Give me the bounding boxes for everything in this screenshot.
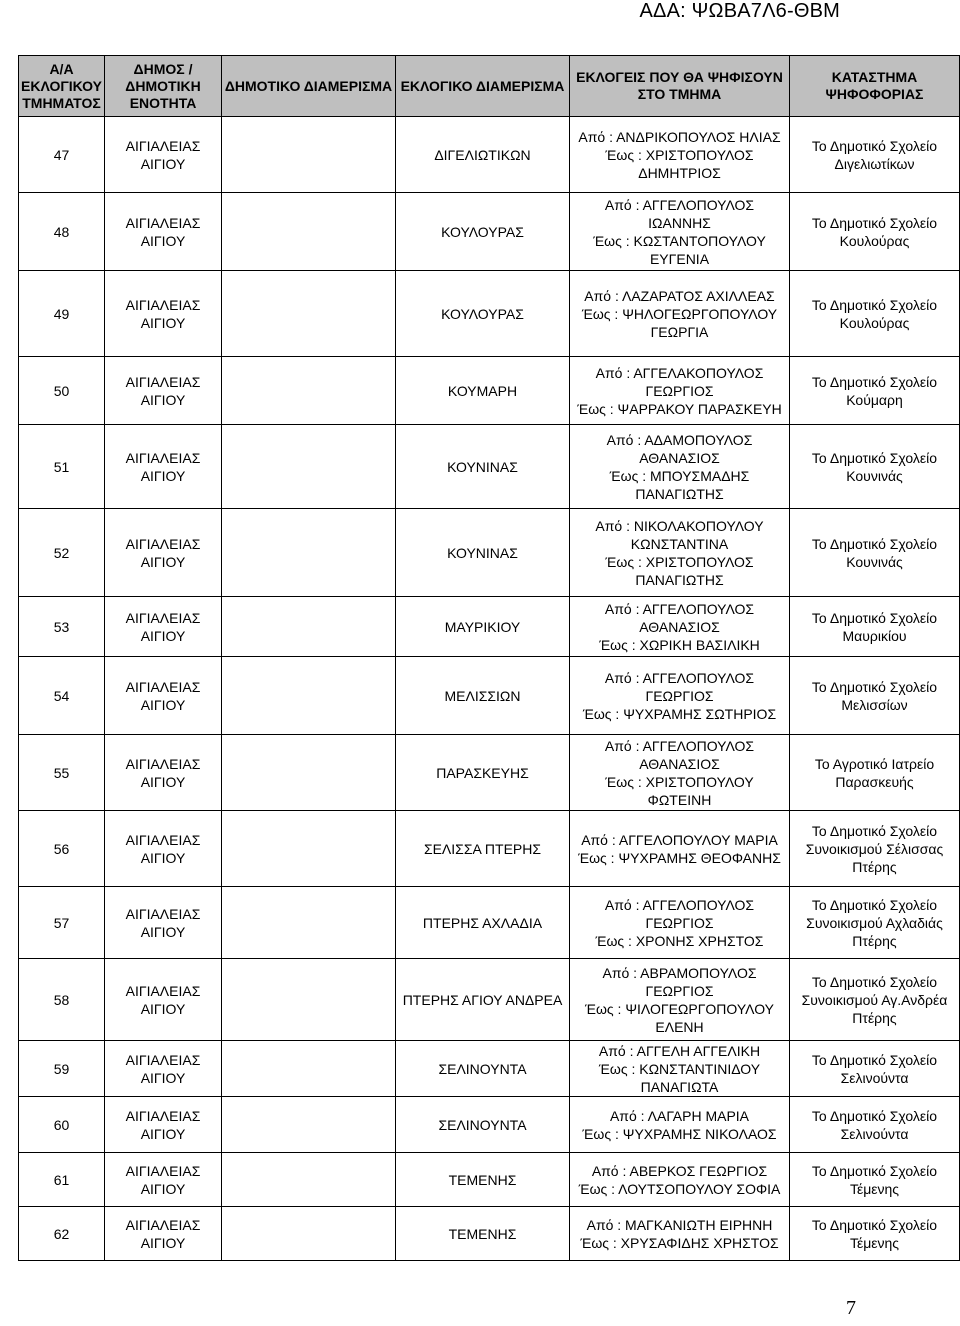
ada-code: ΑΔΑ: ΨΩΒΑ7Λ6-ΘΒΜ: [639, 0, 840, 22]
voters-range-cell: Από : ΑΓΓΕΛΟΠΟΥΛΟΥ ΜΑΡΙΑ Έως : ΨΥΧΡΑΜΗΣ ΘΕΟΦΑΝΗΣ: [570, 811, 790, 887]
table-row: [19, 1041, 960, 1097]
section-number-cell: 47: [19, 117, 105, 193]
section-number-cell: 57: [19, 887, 105, 959]
table-body: [19, 117, 960, 1261]
table-row: [19, 1207, 960, 1261]
table-row: [19, 597, 960, 657]
municipal-district-cell: [222, 425, 396, 509]
electoral-district-cell: ΚΟΥΜΑΡΗ: [396, 357, 570, 425]
voters-range-cell: Από : ΑΓΓΕΛΟΠΟΥΛΟΣ ΙΩΑΝΝΗΣ Έως : ΚΩΣΤΑΝΤΟΠΟΥΛΟΥ ΕΥΓΕΝΙΑ: [570, 193, 790, 271]
polling-station-cell: Το Δημοτικό Σχολείο Κουνινάς: [790, 425, 960, 509]
header-electoral-district: ΕΚΛΟΓΙΚΟ ΔΙΑΜΕΡΙΣΜΑ: [396, 56, 570, 117]
municipal-district-cell: [222, 1097, 396, 1153]
table-row: [19, 117, 960, 193]
municipality-cell: ΑΙΓΙΑΛΕΙΑΣ ΑΙΓΙΟΥ: [105, 425, 222, 509]
municipality-cell: ΑΙΓΙΑΛΕΙΑΣ ΑΙΓΙΟΥ: [105, 1041, 222, 1097]
polling-station-cell: Το Δημοτικό Σχολείο Σελινούντα: [790, 1097, 960, 1153]
header-municipal-district: ΔΗΜΟΤΙΚΟ ΔΙΑΜΕΡΙΣΜΑ: [222, 56, 396, 117]
section-number-cell: 54: [19, 657, 105, 735]
polling-station-cell: Το Δημοτικό Σχολείο Διγελιωτίκων: [790, 117, 960, 193]
electoral-district-cell: ΣΕΛΙΣΣΑ ΠΤΕΡΗΣ: [396, 811, 570, 887]
electoral-district-cell: ΚΟΥΝΙΝΑΣ: [396, 425, 570, 509]
electoral-district-cell: ΔΙΓΕΛΙΩΤΙΚΩΝ: [396, 117, 570, 193]
municipal-district-cell: [222, 657, 396, 735]
voters-range-cell: Από : ΑΒΕΡΚΟΣ ΓΕΩΡΓΙΟΣ Έως : ΛΟΥΤΣΟΠΟΥΛΟΥ ΣΟΦΙΑ: [570, 1153, 790, 1207]
table-row: [19, 357, 960, 425]
table-row: [19, 657, 960, 735]
polling-station-cell: Το Αγροτικό Ιατρείο Παρασκευής: [790, 735, 960, 811]
electoral-district-cell: ΚΟΥΛΟΥΡΑΣ: [396, 193, 570, 271]
electoral-district-cell: ΚΟΥΛΟΥΡΑΣ: [396, 271, 570, 357]
table-row: [19, 735, 960, 811]
header-municipality: ΔΗΜΟΣ / ΔΗΜΟΤΙΚΗ ΕΝΟΤΗΤΑ: [105, 56, 222, 117]
polling-station-cell: Το Δημοτικό Σχολείο Κουλούρας: [790, 271, 960, 357]
municipality-cell: ΑΙΓΙΑΛΕΙΑΣ ΑΙΓΙΟΥ: [105, 597, 222, 657]
polling-station-cell: Το Δημοτικό Σχολείο Μαυρικίου: [790, 597, 960, 657]
section-number-cell: 48: [19, 193, 105, 271]
municipality-cell: ΑΙΓΙΑΛΕΙΑΣ ΑΙΓΙΟΥ: [105, 1207, 222, 1261]
header-polling-station: ΚΑΤΑΣΤΗΜΑ ΨΗΦΟΦΟΡΙΑΣ: [790, 56, 960, 117]
municipal-district-cell: [222, 509, 396, 597]
table-row: [19, 509, 960, 597]
electoral-district-cell: ΜΕΛΙΣΣΙΩΝ: [396, 657, 570, 735]
polling-station-cell: Το Δημοτικό Σχολείο Συνοικισμού Σέλισσας Πτέρης: [790, 811, 960, 887]
voters-range-cell: Από : ΑΓΓΕΛΟΠΟΥΛΟΣ ΓΕΩΡΓΙΟΣ Έως : ΨΥΧΡΑΜΗΣ ΣΩΤΗΡΙΟΣ: [570, 657, 790, 735]
polling-station-cell: Το Δημοτικό Σχολείο Συνοικισμού Αχλαδιάς Πτέρης: [790, 887, 960, 959]
municipal-district-cell: [222, 1207, 396, 1261]
section-number-cell: 50: [19, 357, 105, 425]
municipal-district-cell: [222, 1041, 396, 1097]
table-header-row: [19, 56, 960, 117]
table-row: [19, 959, 960, 1041]
polling-station-cell: Το Δημοτικό Σχολείο Κουνινάς: [790, 509, 960, 597]
polling-station-cell: Το Δημοτικό Σχολείο Τέμενης: [790, 1207, 960, 1261]
electoral-district-cell: ΠΑΡΑΣΚΕΥΗΣ: [396, 735, 570, 811]
polling-stations-table: [18, 55, 960, 1261]
section-number-cell: 58: [19, 959, 105, 1041]
municipality-cell: ΑΙΓΙΑΛΕΙΑΣ ΑΙΓΙΟΥ: [105, 357, 222, 425]
voters-range-cell: Από : ΜΑΓΚΑΝΙΩΤΗ ΕΙΡΗΝΗ Έως : ΧΡΥΣΑΦΙΔΗΣ ΧΡΗΣΤΟΣ: [570, 1207, 790, 1261]
voters-range-cell: Από : ΑΒΡΑΜΟΠΟΥΛΟΣ ΓΕΩΡΓΙΟΣ Έως : ΨΙΛΟΓΕΩΡΓΟΠΟΥΛΟΥ ΕΛΕΝΗ: [570, 959, 790, 1041]
polling-station-cell: Το Δημοτικό Σχολείο Συνοικισμού Αγ.Ανδρέα Πτέρης: [790, 959, 960, 1041]
voters-range-cell: Από : ΛΑΖΑΡΑΤΟΣ ΑΧΙΛΛΕΑΣ Έως : ΨΗΛΟΓΕΩΡΓΟΠΟΥΛΟΥ ΓΕΩΡΓΙΑ: [570, 271, 790, 357]
municipal-district-cell: [222, 193, 396, 271]
section-number-cell: 51: [19, 425, 105, 509]
voters-range-cell: Από : ΝΙΚΟΛΑΚΟΠΟΥΛΟΥ ΚΩΝΣΤΑΝΤΙΝΑ Έως : ΧΡΙΣΤΟΠΟΥΛΟΣ ΠΑΝΑΓΙΩΤΗΣ: [570, 509, 790, 597]
electoral-district-cell: ΜΑΥΡΙΚΙΟΥ: [396, 597, 570, 657]
municipality-cell: ΑΙΓΙΑΛΕΙΑΣ ΑΙΓΙΟΥ: [105, 1153, 222, 1207]
electoral-district-cell: ΤΕΜΕΝΗΣ: [396, 1153, 570, 1207]
municipal-district-cell: [222, 117, 396, 193]
section-number-cell: 59: [19, 1041, 105, 1097]
voters-range-cell: Από : ΑΝΔΡΙΚΟΠΟΥΛΟΣ ΗΛΙΑΣ Έως : ΧΡΙΣΤΟΠΟΥΛΟΣ ΔΗΜΗΤΡΙΟΣ: [570, 117, 790, 193]
table-row: [19, 425, 960, 509]
municipal-district-cell: [222, 271, 396, 357]
table-row: [19, 887, 960, 959]
municipality-cell: ΑΙΓΙΑΛΕΙΑΣ ΑΙΓΙΟΥ: [105, 657, 222, 735]
municipal-district-cell: [222, 887, 396, 959]
table-row: [19, 193, 960, 271]
voters-range-cell: Από : ΑΓΓΕΛΟΠΟΥΛΟΣ ΓΕΩΡΓΙΟΣ Έως : ΧΡΟΝΗΣ ΧΡΗΣΤΟΣ: [570, 887, 790, 959]
table-row: [19, 1153, 960, 1207]
municipality-cell: ΑΙΓΙΑΛΕΙΑΣ ΑΙΓΙΟΥ: [105, 959, 222, 1041]
municipal-district-cell: [222, 597, 396, 657]
polling-station-cell: Το Δημοτικό Σχολείο Κουλούρας: [790, 193, 960, 271]
polling-station-cell: Το Δημοτικό Σχολείο Κούμαρη: [790, 357, 960, 425]
table-row: [19, 811, 960, 887]
table-row: [19, 1097, 960, 1153]
municipality-cell: ΑΙΓΙΑΛΕΙΑΣ ΑΙΓΙΟΥ: [105, 117, 222, 193]
section-number-cell: 56: [19, 811, 105, 887]
section-number-cell: 49: [19, 271, 105, 357]
voters-range-cell: Από : ΑΓΓΕΛΑΚΟΠΟΥΛΟΣ ΓΕΩΡΓΙΟΣ Έως : ΨΑΡΡΑΚΟΥ ΠΑΡΑΣΚΕΥΗ: [570, 357, 790, 425]
municipal-district-cell: [222, 811, 396, 887]
section-number-cell: 53: [19, 597, 105, 657]
municipal-district-cell: [222, 735, 396, 811]
voters-range-cell: Από : ΑΓΓΕΛΗ ΑΓΓΕΛΙΚΗ Έως : ΚΩΝΣΤΑΝΤΙΝΙΔΟΥ ΠΑΝΑΓΙΩΤΑ: [570, 1041, 790, 1097]
electoral-district-cell: ΤΕΜΕΝΗΣ: [396, 1207, 570, 1261]
header-voters: ΕΚΛΟΓΕΙΣ ΠΟΥ ΘΑ ΨΗΦΙΣΟΥΝ ΣΤΟ ΤΜΗΜΑ: [570, 56, 790, 117]
page-number: 7: [846, 1297, 856, 1319]
municipal-district-cell: [222, 1153, 396, 1207]
electoral-district-cell: ΣΕΛΙΝΟΥΝΤΑ: [396, 1041, 570, 1097]
voters-range-cell: Από : ΛΑΓΑΡΗ ΜΑΡΙΑ Έως : ΨΥΧΡΑΜΗΣ ΝΙΚΟΛΑΟΣ: [570, 1097, 790, 1153]
header-section-number: Α/Α ΕΚΛΟΓΙΚΟΥ ΤΜΗΜΑΤΟΣ: [19, 56, 105, 117]
voters-range-cell: Από : ΑΓΓΕΛΟΠΟΥΛΟΣ ΑΘΑΝΑΣΙΟΣ Έως : ΧΩΡΙΚΗ ΒΑΣΙΛΙΚΗ: [570, 597, 790, 657]
municipality-cell: ΑΙΓΙΑΛΕΙΑΣ ΑΙΓΙΟΥ: [105, 193, 222, 271]
municipality-cell: ΑΙΓΙΑΛΕΙΑΣ ΑΙΓΙΟΥ: [105, 811, 222, 887]
municipality-cell: ΑΙΓΙΑΛΕΙΑΣ ΑΙΓΙΟΥ: [105, 887, 222, 959]
voters-range-cell: Από : ΑΓΓΕΛΟΠΟΥΛΟΣ ΑΘΑΝΑΣΙΟΣ Έως : ΧΡΙΣΤΟΠΟΥΛΟΥ ΦΩΤΕΙΝΗ: [570, 735, 790, 811]
electoral-district-cell: ΚΟΥΝΙΝΑΣ: [396, 509, 570, 597]
section-number-cell: 60: [19, 1097, 105, 1153]
municipal-district-cell: [222, 357, 396, 425]
voters-range-cell: Από : ΑΔΑΜΟΠΟΥΛΟΣ ΑΘΑΝΑΣΙΟΣ Έως : ΜΠΟΥΣΜΑΔΗΣ ΠΑΝΑΓΙΩΤΗΣ: [570, 425, 790, 509]
electoral-district-cell: ΠΤΕΡΗΣ ΑΓΙΟΥ ΑΝΔΡΕΑ: [396, 959, 570, 1041]
municipality-cell: ΑΙΓΙΑΛΕΙΑΣ ΑΙΓΙΟΥ: [105, 509, 222, 597]
electoral-district-cell: ΣΕΛΙΝΟΥΝΤΑ: [396, 1097, 570, 1153]
section-number-cell: 61: [19, 1153, 105, 1207]
municipality-cell: ΑΙΓΙΑΛΕΙΑΣ ΑΙΓΙΟΥ: [105, 271, 222, 357]
electoral-district-cell: ΠΤΕΡΗΣ ΑΧΛΑΔΙΑ: [396, 887, 570, 959]
polling-station-cell: Το Δημοτικό Σχολείο Τέμενης: [790, 1153, 960, 1207]
municipality-cell: ΑΙΓΙΑΛΕΙΑΣ ΑΙΓΙΟΥ: [105, 735, 222, 811]
section-number-cell: 62: [19, 1207, 105, 1261]
polling-station-cell: Το Δημοτικό Σχολείο Σελινούντα: [790, 1041, 960, 1097]
municipality-cell: ΑΙΓΙΑΛΕΙΑΣ ΑΙΓΙΟΥ: [105, 1097, 222, 1153]
polling-station-cell: Το Δημοτικό Σχολείο Μελισσίων: [790, 657, 960, 735]
section-number-cell: 55: [19, 735, 105, 811]
table-row: [19, 271, 960, 357]
section-number-cell: 52: [19, 509, 105, 597]
municipal-district-cell: [222, 959, 396, 1041]
